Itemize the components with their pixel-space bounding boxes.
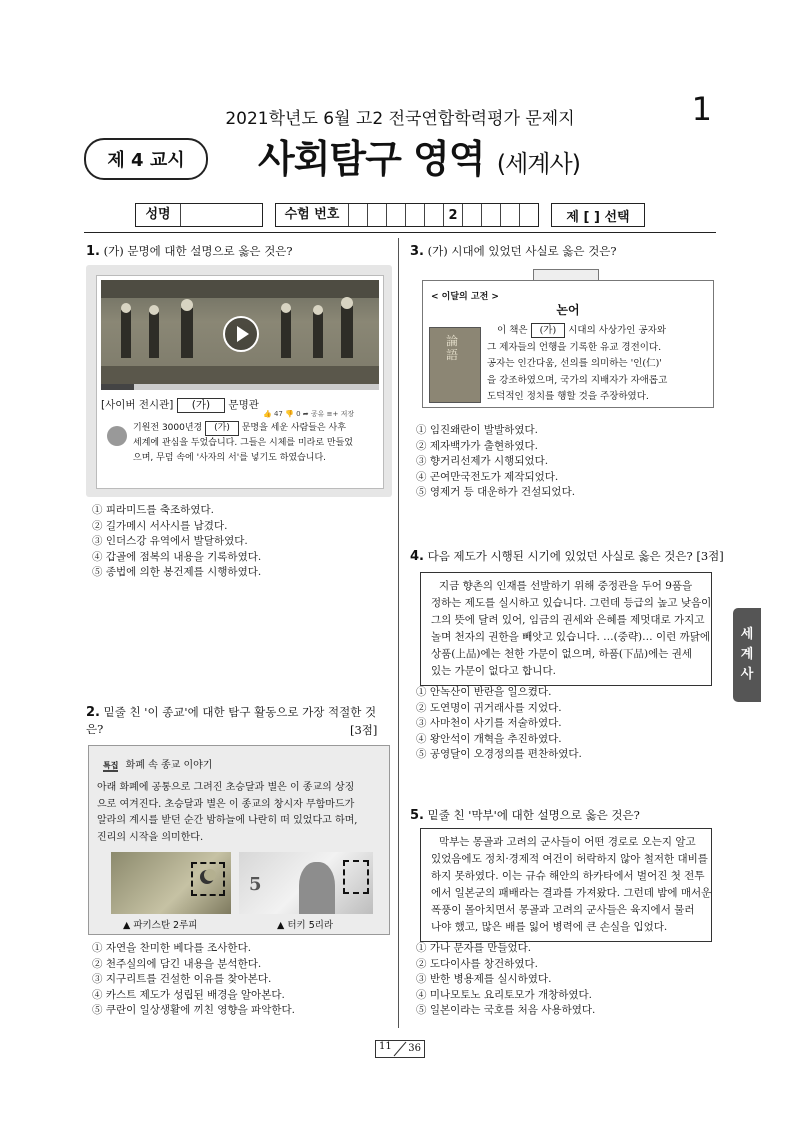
choice[interactable]: ④ 곤여만국전도가 제작되었다.	[416, 470, 559, 483]
page-number: 1	[691, 90, 712, 128]
choice[interactable]: ② 제자백가가 출현하였다.	[416, 439, 538, 452]
choice[interactable]: ③ 지구리트를 건설한 이유를 찾아본다.	[92, 973, 272, 985]
choice[interactable]: ③ 반한 병용제를 실시하였다.	[416, 973, 552, 985]
dislike-icon[interactable]: 👎	[285, 410, 294, 418]
article-header	[103, 756, 212, 771]
question-text: 다음 제도가 시행된 시기에 있었던 사실로 옳은 것은?	[427, 549, 693, 563]
choice[interactable]: ② 천주실의에 담긴 내용을 분석한다.	[92, 957, 262, 970]
tab-char: 세	[740, 627, 754, 642]
caption-blank: (가)	[177, 398, 225, 413]
choice[interactable]: ① 가나 문자를 만들었다.	[416, 942, 532, 954]
exam-number-label: 수험 번호	[284, 207, 340, 222]
page-counter	[375, 1040, 425, 1058]
article-tag: 특집	[103, 761, 119, 770]
crescent-star-icon	[197, 867, 217, 887]
passage-line: 있었음에도 정치·경제적 여건이 허락하지 않아 철저한 대비를	[431, 853, 708, 865]
question-number: 3.	[410, 244, 424, 259]
points: [3점]	[350, 723, 378, 737]
passage-line: 막부는 몽골과 고려의 군사들이 어떤 경로로 오는지 알고	[439, 836, 696, 848]
description-part: 이 책은	[497, 325, 528, 336]
tab-char: 사	[740, 667, 754, 682]
passage-line: 나야 했고, 많은 배를 잃어 병력에 큰 손실을 입었다.	[431, 921, 668, 933]
comment-part: 세계에 관심을 두었습니다. 그들은 시체를 미라로 만들었	[133, 438, 353, 448]
choice[interactable]: ⑤ 영제거 등 대운하가 건설되었다.	[416, 486, 576, 498]
points: [3점]	[696, 549, 724, 563]
description-line: 공자는 인간다움, 선의를 의미하는 '인(仁)'	[487, 358, 662, 369]
article-body	[97, 780, 381, 846]
crescent-highlight	[343, 860, 369, 894]
passage-line: 정하는 제도를 실시하고 있습니다. 그런데 등급의 높고 낮음이	[431, 597, 712, 609]
card-tag: < 이달의 고전 >	[431, 292, 499, 302]
comment-part: 기원전 3000년경	[133, 423, 203, 433]
description-line: 그 제자들의 언행을 기록한 유교 경전이다.	[487, 341, 662, 353]
pakistan-banknote-image	[111, 852, 231, 914]
q4-choices	[416, 685, 582, 763]
question-3	[410, 243, 710, 260]
article-line: 으로 여겨진다. 초승달과 별은 이 종교의 창시자 무함마드가	[97, 798, 355, 810]
choice[interactable]: ④ 갑골에 점복의 내용을 기록하였다.	[92, 550, 262, 563]
question-number: 4.	[410, 549, 424, 564]
question-text: (가) 시대에 있었던 사실로 옳은 것은?	[427, 244, 617, 258]
description-blank: (가)	[531, 323, 566, 338]
header-divider	[84, 232, 716, 233]
comment-part: 문명을 세운 사람들은 사후	[241, 423, 346, 433]
question-4	[410, 548, 724, 565]
article-line: 알라의 계시를 받던 순간 밤하늘에 나란히 떠 있었다고 하며,	[97, 815, 358, 826]
passage-line: 그의 뜻에 달려 있어, 임금의 권세와 은혜를 제멋대로 가지고	[431, 614, 705, 626]
choice[interactable]: ④ 왕안석이 개혁을 추진하였다.	[416, 732, 562, 745]
selection-box[interactable]	[551, 203, 645, 227]
card-clip	[533, 269, 599, 280]
question-number: 1.	[86, 244, 100, 259]
article-line: 진리의 시작을 의미한다.	[97, 831, 204, 843]
exam-digit-cell[interactable]	[424, 204, 443, 226]
choice[interactable]: ④ 미나모토노 요리토모가 개창하였다.	[416, 988, 592, 1001]
exam-digit-cell[interactable]	[519, 204, 538, 226]
choice[interactable]: ① 피라미드를 축조하였다.	[92, 504, 214, 516]
q5-choices	[416, 941, 595, 1019]
name-box	[135, 203, 263, 227]
book-cover-image	[429, 327, 481, 403]
play-button[interactable]	[223, 316, 259, 352]
choice[interactable]: ⑤ 일본이라는 국호를 처음 사용하였다.	[416, 1004, 596, 1016]
exam-digit-cell[interactable]	[405, 204, 424, 226]
choice[interactable]: ② 도다이사를 창건하였다.	[416, 957, 538, 970]
subject-subtitle: (세계사)	[496, 150, 580, 178]
like-icon[interactable]: 👍	[263, 410, 272, 418]
classic-book-card	[422, 280, 714, 408]
reaction-bar	[263, 409, 354, 419]
choice[interactable]: ② 길가메시 서사시를 남겼다.	[92, 519, 228, 532]
subject-name: 사회탐구 영역	[258, 137, 485, 181]
caption-suffix: 문명관	[228, 399, 259, 411]
passage-line: 하지 못하였다. 이는 규슈 해안의 하카타에서 벌어진 첫 전투	[431, 870, 705, 882]
article-title: 화폐 속 종교 이야기	[125, 760, 213, 771]
q3-choices	[416, 423, 575, 501]
comment-part: 으며, 무덤 속에 '사자의 서'를 넣기도 하였습니다.	[133, 453, 327, 463]
book-title: 논어	[556, 303, 580, 317]
question-text: 밑줄 친 '막부'에 대한 설명으로 옳은 것은?	[427, 808, 640, 822]
student-info-row	[135, 203, 645, 227]
tab-char: 계	[740, 647, 754, 662]
comment-text	[133, 421, 379, 466]
exam-digit-fixed: 2	[443, 204, 462, 226]
exam-digit-cell[interactable]	[367, 204, 386, 226]
choice[interactable]: ① 안녹산이 반란을 일으켰다.	[416, 686, 552, 698]
exam-digit-cell[interactable]	[386, 204, 405, 226]
exam-digit-cell[interactable]	[481, 204, 500, 226]
choice[interactable]: ① 임진왜란이 발발하였다.	[416, 424, 538, 436]
source-passage	[420, 572, 712, 686]
exam-digit-cell[interactable]	[462, 204, 481, 226]
subject-title	[258, 128, 580, 183]
description-line: 을 강조하였으며, 국가의 지배자가 자애롭고	[487, 374, 668, 386]
like-count: 47	[273, 410, 283, 418]
period-label: 제 4 교시	[84, 138, 208, 180]
monitor-screen	[96, 275, 384, 489]
exam-digit-cell[interactable]	[348, 204, 367, 226]
exhibit-caption	[101, 397, 259, 413]
choice[interactable]: ③ 사마천이 사기를 저술하였다.	[416, 717, 562, 729]
dislike-count: 0	[296, 410, 301, 418]
video-progress-fill	[101, 384, 134, 390]
selection-label: 제 [ ] 선택	[566, 209, 630, 225]
article-line: 아래 화폐에 공통으로 그려진 초승달과 별은 이 종교의 상징	[97, 782, 355, 793]
monitor-frame	[86, 265, 392, 497]
current-page: 11	[379, 1041, 392, 1052]
choice[interactable]: ② 도연명이 귀거래사를 지었다.	[416, 701, 562, 714]
currency-article	[88, 745, 390, 935]
name-label: 성명	[136, 204, 181, 226]
video-progress-bar[interactable]	[101, 384, 379, 390]
choice[interactable]: ③ 향거리선제가 시행되었다.	[416, 455, 549, 467]
question-text: (가) 문명에 대한 설명으로 옳은 것은?	[103, 244, 293, 258]
portrait-figure	[299, 862, 335, 914]
total-pages: 36	[408, 1043, 421, 1054]
question-5	[410, 807, 720, 824]
save-icon[interactable]: ≡+	[326, 410, 339, 418]
choice[interactable]: ⑤ 공영달이 오경정의를 편찬하였다.	[416, 748, 582, 760]
passage-line: 상품(上品)에는 천한 가문이 없으며, 하품(下品)에는 권세	[431, 648, 692, 660]
book-cover-title: 論語	[446, 334, 459, 362]
avatar	[107, 426, 127, 446]
choice[interactable]: ① 자연을 찬미한 베다를 조사한다.	[92, 942, 252, 954]
choice[interactable]: ⑤ 종법에 의한 봉건제를 시행하였다.	[92, 566, 262, 578]
description-part: 시대의 사상가인 공자와	[568, 325, 667, 336]
subject-side-tab	[733, 608, 761, 702]
save-label[interactable]: 저장	[340, 410, 355, 418]
turkey-banknote-image	[239, 852, 373, 914]
passage-line: 지금 향촌의 인재를 선발하기 위해 중정관을 두어 9품을	[439, 580, 693, 592]
caption-pakistan: ▲ 파키스탄 2루피	[123, 920, 198, 931]
passage-line: 폭풍이 몰아치면서 몽골과 고려의 군사들은 육지에서 물러	[431, 904, 695, 916]
choice[interactable]: ③ 인더스강 유역에서 발달하였다.	[92, 535, 248, 547]
description-line: 도덕적인 정치를 행할 것을 주장하였다.	[487, 391, 649, 402]
choice[interactable]: ④ 카스트 제도가 성립된 배경을 알아본다.	[92, 988, 285, 1001]
caption-turkey: ▲ 터키 5리라	[277, 920, 334, 931]
question-number: 2.	[86, 705, 100, 720]
q2-choices	[92, 941, 295, 1019]
papyrus-image	[101, 280, 379, 384]
caption-prefix: [사이버 전시관]	[101, 399, 174, 411]
passage-line: 있는 가문이 없다고 합니다.	[431, 665, 556, 677]
exam-number-box	[275, 203, 539, 227]
question-number: 5.	[410, 808, 424, 823]
question-text: 밑줄 친 '이 종교'에 대한 탐구 활동으로 가장 적절한 것은?	[86, 705, 377, 736]
book-description	[487, 323, 707, 406]
q1-choices	[92, 503, 261, 581]
banknote-five: 5	[249, 874, 262, 895]
exam-digit-cell[interactable]	[500, 204, 519, 226]
comment-blank: (가)	[205, 421, 239, 436]
question-1	[86, 243, 386, 260]
exam-title: 2021학년도 6월 고2 전국연합학력평가 문제지	[225, 109, 575, 129]
column-divider	[398, 238, 399, 1028]
share-icon[interactable]: ➦	[302, 410, 309, 418]
share-label[interactable]: 공유	[310, 410, 325, 418]
play-icon	[225, 318, 257, 350]
choice[interactable]: ⑤ 쿠란이 일상생활에 끼친 영향을 파악한다.	[92, 1004, 295, 1016]
page-footer	[0, 1040, 800, 1058]
passage-line: 놀며 천자의 권한을 빼앗고 있습니다. …(중략)… 이런 까닭에	[431, 631, 711, 643]
source-passage	[420, 828, 712, 942]
passage-line: 에서 일본군의 패배라는 결과를 가져왔다. 그런데 밤에 매서운	[431, 887, 712, 899]
question-2	[86, 704, 386, 737]
